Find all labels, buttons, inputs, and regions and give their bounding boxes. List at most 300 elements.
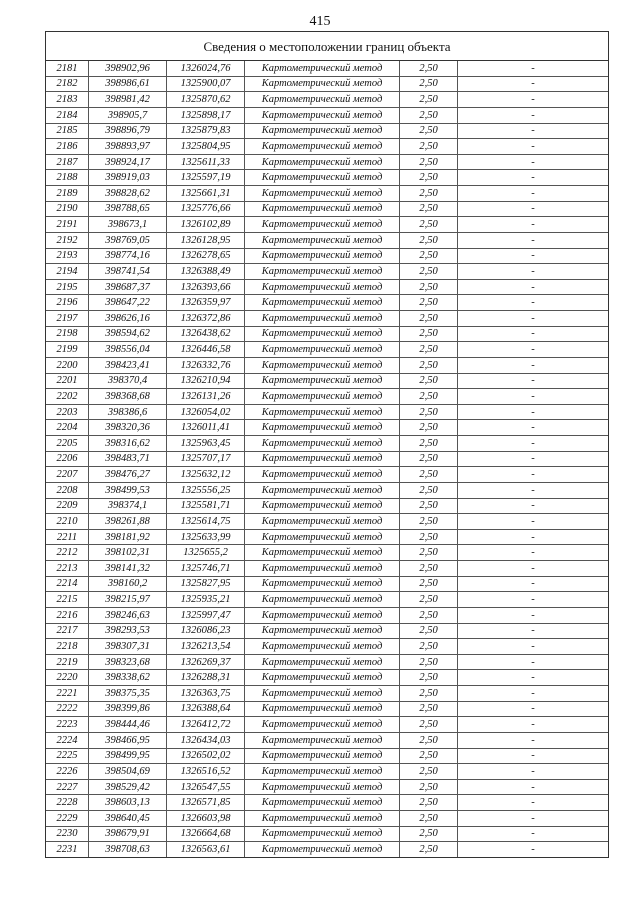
y-coordinate-cell: 1326664,68: [167, 826, 245, 842]
method-cell: Картометрический метод: [245, 326, 400, 342]
table-row: [46, 686, 608, 702]
accuracy-cell: 2,50: [400, 576, 458, 592]
description-cell: -: [458, 842, 609, 857]
y-coordinate-cell: 1325581,71: [167, 498, 245, 514]
method-cell: Картометрический метод: [245, 811, 400, 827]
accuracy-cell: 2,50: [400, 764, 458, 780]
accuracy-cell: 2,50: [400, 467, 458, 483]
method-cell: Картометрический метод: [245, 342, 400, 358]
point-number-cell: 2231: [46, 842, 89, 857]
y-coordinate-cell: 1325614,75: [167, 514, 245, 530]
accuracy-cell: 2,50: [400, 748, 458, 764]
x-coordinate-cell: 398924,17: [89, 154, 167, 170]
point-number-cell: 2221: [46, 686, 89, 702]
point-number-cell: 2211: [46, 529, 89, 545]
accuracy-cell: 2,50: [400, 357, 458, 373]
table-row: [46, 529, 608, 545]
x-coordinate-cell: 398368,68: [89, 389, 167, 405]
description-cell: -: [458, 482, 609, 498]
y-coordinate-cell: 1325661,31: [167, 186, 245, 202]
table-row: [46, 826, 608, 842]
table-row: [46, 639, 608, 655]
description-cell: -: [458, 61, 609, 76]
x-coordinate-cell: 398673,1: [89, 217, 167, 233]
method-cell: Картометрический метод: [245, 373, 400, 389]
accuracy-cell: 2,50: [400, 107, 458, 123]
accuracy-cell: 2,50: [400, 373, 458, 389]
y-coordinate-cell: 1325611,33: [167, 154, 245, 170]
point-number-cell: 2198: [46, 326, 89, 342]
point-number-cell: 2191: [46, 217, 89, 233]
accuracy-cell: 2,50: [400, 436, 458, 452]
accuracy-cell: 2,50: [400, 842, 458, 857]
method-cell: Картометрический метод: [245, 732, 400, 748]
table-row: [46, 670, 608, 686]
y-coordinate-cell: 1325776,66: [167, 201, 245, 217]
accuracy-cell: 2,50: [400, 139, 458, 155]
y-coordinate-cell: 1326363,75: [167, 686, 245, 702]
point-number-cell: 2210: [46, 514, 89, 530]
point-number-cell: 2201: [46, 373, 89, 389]
coordinates-table: [46, 61, 608, 857]
accuracy-cell: 2,50: [400, 623, 458, 639]
y-coordinate-cell: 1326603,98: [167, 811, 245, 827]
y-coordinate-cell: 1325556,25: [167, 482, 245, 498]
x-coordinate-cell: 398160,2: [89, 576, 167, 592]
x-coordinate-cell: 398499,95: [89, 748, 167, 764]
y-coordinate-cell: 1326269,37: [167, 654, 245, 670]
accuracy-cell: 2,50: [400, 529, 458, 545]
x-coordinate-cell: 398102,31: [89, 545, 167, 561]
point-number-cell: 2193: [46, 248, 89, 264]
accuracy-cell: 2,50: [400, 264, 458, 280]
accuracy-cell: 2,50: [400, 154, 458, 170]
table-row: [46, 592, 608, 608]
y-coordinate-cell: 1326359,97: [167, 295, 245, 311]
x-coordinate-cell: 398483,71: [89, 451, 167, 467]
point-number-cell: 2225: [46, 748, 89, 764]
point-number-cell: 2208: [46, 482, 89, 498]
table-row: [46, 201, 608, 217]
method-cell: Картометрический метод: [245, 795, 400, 811]
y-coordinate-cell: 1326011,41: [167, 420, 245, 436]
y-coordinate-cell: 1326024,76: [167, 61, 245, 76]
method-cell: Картометрический метод: [245, 467, 400, 483]
table-row: [46, 436, 608, 452]
page-number: 415: [309, 14, 331, 29]
y-coordinate-cell: 1326210,94: [167, 373, 245, 389]
method-cell: Картометрический метод: [245, 826, 400, 842]
method-cell: Картометрический метод: [245, 357, 400, 373]
y-coordinate-cell: 1326278,65: [167, 248, 245, 264]
point-number-cell: 2224: [46, 732, 89, 748]
description-cell: -: [458, 154, 609, 170]
y-coordinate-cell: 1326502,02: [167, 748, 245, 764]
x-coordinate-cell: 398626,16: [89, 311, 167, 327]
description-cell: -: [458, 701, 609, 717]
x-coordinate-cell: 398708,63: [89, 842, 167, 857]
accuracy-cell: 2,50: [400, 326, 458, 342]
x-coordinate-cell: 398466,95: [89, 732, 167, 748]
table-row: [46, 748, 608, 764]
table-row: [46, 92, 608, 108]
point-number-cell: 2219: [46, 654, 89, 670]
method-cell: Картометрический метод: [245, 420, 400, 436]
y-coordinate-cell: 1325997,47: [167, 607, 245, 623]
x-coordinate-cell: 398893,97: [89, 139, 167, 155]
table-row: [46, 701, 608, 717]
table-row: [46, 373, 608, 389]
accuracy-cell: 2,50: [400, 654, 458, 670]
x-coordinate-cell: 398215,97: [89, 592, 167, 608]
method-cell: Картометрический метод: [245, 623, 400, 639]
y-coordinate-cell: 1326438,62: [167, 326, 245, 342]
method-cell: Картометрический метод: [245, 482, 400, 498]
y-coordinate-cell: 1326372,86: [167, 311, 245, 327]
x-coordinate-cell: 398788,65: [89, 201, 167, 217]
x-coordinate-cell: 398374,1: [89, 498, 167, 514]
accuracy-cell: 2,50: [400, 717, 458, 733]
point-number-cell: 2182: [46, 76, 89, 92]
description-cell: -: [458, 186, 609, 202]
description-cell: -: [458, 311, 609, 327]
x-coordinate-cell: 398181,92: [89, 529, 167, 545]
y-coordinate-cell: 1325804,95: [167, 139, 245, 155]
table-row: [46, 842, 608, 857]
point-number-cell: 2189: [46, 186, 89, 202]
method-cell: Картометрический метод: [245, 154, 400, 170]
table-row: [46, 357, 608, 373]
y-coordinate-cell: 1325900,07: [167, 76, 245, 92]
table-row: [46, 295, 608, 311]
method-cell: Картометрический метод: [245, 279, 400, 295]
table-row: [46, 342, 608, 358]
y-coordinate-cell: 1325827,95: [167, 576, 245, 592]
point-number-cell: 2218: [46, 639, 89, 655]
method-cell: Картометрический метод: [245, 748, 400, 764]
y-coordinate-cell: 1326131,26: [167, 389, 245, 405]
point-number-cell: 2228: [46, 795, 89, 811]
accuracy-cell: 2,50: [400, 170, 458, 186]
point-number-cell: 2185: [46, 123, 89, 139]
description-cell: -: [458, 201, 609, 217]
description-cell: -: [458, 139, 609, 155]
x-coordinate-cell: 398375,35: [89, 686, 167, 702]
table-row: [46, 764, 608, 780]
description-cell: -: [458, 326, 609, 342]
y-coordinate-cell: 1325870,62: [167, 92, 245, 108]
x-coordinate-cell: 398316,62: [89, 436, 167, 452]
description-cell: -: [458, 232, 609, 248]
accuracy-cell: 2,50: [400, 482, 458, 498]
table-row: [46, 232, 608, 248]
description-cell: -: [458, 826, 609, 842]
table-row: [46, 389, 608, 405]
description-cell: -: [458, 467, 609, 483]
point-number-cell: 2214: [46, 576, 89, 592]
accuracy-cell: 2,50: [400, 232, 458, 248]
method-cell: Картометрический метод: [245, 232, 400, 248]
method-cell: Картометрический метод: [245, 186, 400, 202]
table-row: [46, 279, 608, 295]
x-coordinate-cell: 398261,88: [89, 514, 167, 530]
method-cell: Картометрический метод: [245, 436, 400, 452]
accuracy-cell: 2,50: [400, 545, 458, 561]
y-coordinate-cell: 1326288,31: [167, 670, 245, 686]
description-cell: -: [458, 248, 609, 264]
x-coordinate-cell: 398504,69: [89, 764, 167, 780]
point-number-cell: 2217: [46, 623, 89, 639]
y-coordinate-cell: 1326213,54: [167, 639, 245, 655]
x-coordinate-cell: 398293,53: [89, 623, 167, 639]
y-coordinate-cell: 1325632,12: [167, 467, 245, 483]
x-coordinate-cell: 398529,42: [89, 779, 167, 795]
y-coordinate-cell: 1326054,02: [167, 404, 245, 420]
point-number-cell: 2216: [46, 607, 89, 623]
x-coordinate-cell: 398370,4: [89, 373, 167, 389]
point-number-cell: 2181: [46, 61, 89, 76]
method-cell: Картометрический метод: [245, 639, 400, 655]
description-cell: -: [458, 436, 609, 452]
point-number-cell: 2188: [46, 170, 89, 186]
x-coordinate-cell: 398981,42: [89, 92, 167, 108]
table-row: [46, 717, 608, 733]
x-coordinate-cell: 398647,22: [89, 295, 167, 311]
table-row: [46, 467, 608, 483]
accuracy-cell: 2,50: [400, 795, 458, 811]
accuracy-cell: 2,50: [400, 686, 458, 702]
point-number-cell: 2229: [46, 811, 89, 827]
accuracy-cell: 2,50: [400, 295, 458, 311]
x-coordinate-cell: 398769,05: [89, 232, 167, 248]
method-cell: Картометрический метод: [245, 139, 400, 155]
method-cell: Картометрический метод: [245, 248, 400, 264]
description-cell: -: [458, 373, 609, 389]
accuracy-cell: 2,50: [400, 779, 458, 795]
method-cell: Картометрический метод: [245, 123, 400, 139]
description-cell: -: [458, 404, 609, 420]
accuracy-cell: 2,50: [400, 342, 458, 358]
x-coordinate-cell: 398603,13: [89, 795, 167, 811]
accuracy-cell: 2,50: [400, 61, 458, 76]
table-row: [46, 498, 608, 514]
method-cell: Картометрический метод: [245, 107, 400, 123]
method-cell: Картометрический метод: [245, 561, 400, 577]
table-row: [46, 623, 608, 639]
x-coordinate-cell: 398896,79: [89, 123, 167, 139]
method-cell: Картометрический метод: [245, 201, 400, 217]
table-row: [46, 248, 608, 264]
y-coordinate-cell: 1325707,17: [167, 451, 245, 467]
point-number-cell: 2192: [46, 232, 89, 248]
method-cell: Картометрический метод: [245, 498, 400, 514]
point-number-cell: 2202: [46, 389, 89, 405]
accuracy-cell: 2,50: [400, 826, 458, 842]
method-cell: Картометрический метод: [245, 576, 400, 592]
x-coordinate-cell: 398499,53: [89, 482, 167, 498]
table-row: [46, 139, 608, 155]
table-row: [46, 811, 608, 827]
accuracy-cell: 2,50: [400, 607, 458, 623]
description-cell: -: [458, 389, 609, 405]
point-number-cell: 2220: [46, 670, 89, 686]
point-number-cell: 2200: [46, 357, 89, 373]
table-row: [46, 326, 608, 342]
table-row: [46, 545, 608, 561]
table-row: [46, 123, 608, 139]
point-number-cell: 2194: [46, 264, 89, 280]
method-cell: Картометрический метод: [245, 654, 400, 670]
point-number-cell: 2206: [46, 451, 89, 467]
table-row: [46, 107, 608, 123]
description-cell: -: [458, 264, 609, 280]
description-cell: -: [458, 342, 609, 358]
x-coordinate-cell: 398246,63: [89, 607, 167, 623]
point-number-cell: 2197: [46, 311, 89, 327]
description-cell: -: [458, 295, 609, 311]
accuracy-cell: 2,50: [400, 420, 458, 436]
point-number-cell: 2209: [46, 498, 89, 514]
y-coordinate-cell: 1325597,19: [167, 170, 245, 186]
x-coordinate-cell: 398386,6: [89, 404, 167, 420]
point-number-cell: 2183: [46, 92, 89, 108]
table-row: [46, 311, 608, 327]
table-row: [46, 217, 608, 233]
y-coordinate-cell: 1326102,89: [167, 217, 245, 233]
point-number-cell: 2190: [46, 201, 89, 217]
x-coordinate-cell: 398774,16: [89, 248, 167, 264]
table-row: [46, 170, 608, 186]
description-cell: -: [458, 451, 609, 467]
description-cell: -: [458, 795, 609, 811]
method-cell: Картометрический метод: [245, 514, 400, 530]
method-cell: Картометрический метод: [245, 764, 400, 780]
method-cell: Картометрический метод: [245, 404, 400, 420]
y-coordinate-cell: 1325633,99: [167, 529, 245, 545]
x-coordinate-cell: 398905,7: [89, 107, 167, 123]
description-cell: -: [458, 529, 609, 545]
method-cell: Картометрический метод: [245, 529, 400, 545]
accuracy-cell: 2,50: [400, 123, 458, 139]
accuracy-cell: 2,50: [400, 639, 458, 655]
y-coordinate-cell: 1325655,2: [167, 545, 245, 561]
description-cell: -: [458, 811, 609, 827]
table-row: [46, 404, 608, 420]
x-coordinate-cell: 398828,62: [89, 186, 167, 202]
description-cell: -: [458, 576, 609, 592]
accuracy-cell: 2,50: [400, 498, 458, 514]
accuracy-cell: 2,50: [400, 248, 458, 264]
description-cell: -: [458, 732, 609, 748]
accuracy-cell: 2,50: [400, 389, 458, 405]
accuracy-cell: 2,50: [400, 514, 458, 530]
point-number-cell: 2204: [46, 420, 89, 436]
description-cell: -: [458, 717, 609, 733]
method-cell: Картометрический метод: [245, 592, 400, 608]
point-number-cell: 2203: [46, 404, 89, 420]
y-coordinate-cell: 1326516,52: [167, 764, 245, 780]
y-coordinate-cell: 1326412,72: [167, 717, 245, 733]
point-number-cell: 2195: [46, 279, 89, 295]
x-coordinate-cell: 398307,31: [89, 639, 167, 655]
x-coordinate-cell: 398594,62: [89, 326, 167, 342]
accuracy-cell: 2,50: [400, 404, 458, 420]
description-cell: -: [458, 217, 609, 233]
description-cell: -: [458, 748, 609, 764]
accuracy-cell: 2,50: [400, 186, 458, 202]
y-coordinate-cell: 1325898,17: [167, 107, 245, 123]
table-row: [46, 514, 608, 530]
table-row: [46, 451, 608, 467]
x-coordinate-cell: 398687,37: [89, 279, 167, 295]
description-cell: -: [458, 764, 609, 780]
description-cell: -: [458, 279, 609, 295]
method-cell: Картометрический метод: [245, 311, 400, 327]
method-cell: Картометрический метод: [245, 170, 400, 186]
description-cell: -: [458, 670, 609, 686]
table-row: [46, 61, 608, 76]
x-coordinate-cell: 398444,46: [89, 717, 167, 733]
table-row: [46, 264, 608, 280]
description-cell: -: [458, 545, 609, 561]
method-cell: Картометрический метод: [245, 717, 400, 733]
method-cell: Картометрический метод: [245, 607, 400, 623]
table-row: [46, 154, 608, 170]
x-coordinate-cell: 398679,91: [89, 826, 167, 842]
y-coordinate-cell: 1325963,45: [167, 436, 245, 452]
point-number-cell: 2186: [46, 139, 89, 155]
y-coordinate-cell: 1326434,03: [167, 732, 245, 748]
table-row: [46, 420, 608, 436]
method-cell: Картометрический метод: [245, 389, 400, 405]
description-cell: -: [458, 592, 609, 608]
description-cell: -: [458, 514, 609, 530]
table-row: [46, 607, 608, 623]
y-coordinate-cell: 1326086,23: [167, 623, 245, 639]
description-cell: -: [458, 123, 609, 139]
x-coordinate-cell: 398476,27: [89, 467, 167, 483]
coordinates-table-body: [46, 61, 608, 857]
accuracy-cell: 2,50: [400, 451, 458, 467]
point-number-cell: 2226: [46, 764, 89, 780]
method-cell: Картометрический метод: [245, 92, 400, 108]
description-cell: -: [458, 686, 609, 702]
point-number-cell: 2199: [46, 342, 89, 358]
point-number-cell: 2222: [46, 701, 89, 717]
description-cell: -: [458, 498, 609, 514]
method-cell: Картометрический метод: [245, 264, 400, 280]
description-cell: -: [458, 107, 609, 123]
method-cell: Картометрический метод: [245, 842, 400, 857]
point-number-cell: 2227: [46, 779, 89, 795]
method-cell: Картометрический метод: [245, 670, 400, 686]
y-coordinate-cell: 1326547,55: [167, 779, 245, 795]
table-row: [46, 76, 608, 92]
method-cell: Картометрический метод: [245, 217, 400, 233]
point-number-cell: 2184: [46, 107, 89, 123]
method-cell: Картометрический метод: [245, 545, 400, 561]
accuracy-cell: 2,50: [400, 561, 458, 577]
accuracy-cell: 2,50: [400, 92, 458, 108]
accuracy-cell: 2,50: [400, 217, 458, 233]
description-cell: -: [458, 420, 609, 436]
x-coordinate-cell: 398640,45: [89, 811, 167, 827]
y-coordinate-cell: 1326393,66: [167, 279, 245, 295]
method-cell: Картометрический метод: [245, 701, 400, 717]
section-title: Сведения о местоположении границ объекта: [46, 32, 608, 61]
x-coordinate-cell: 398338,62: [89, 670, 167, 686]
point-number-cell: 2187: [46, 154, 89, 170]
